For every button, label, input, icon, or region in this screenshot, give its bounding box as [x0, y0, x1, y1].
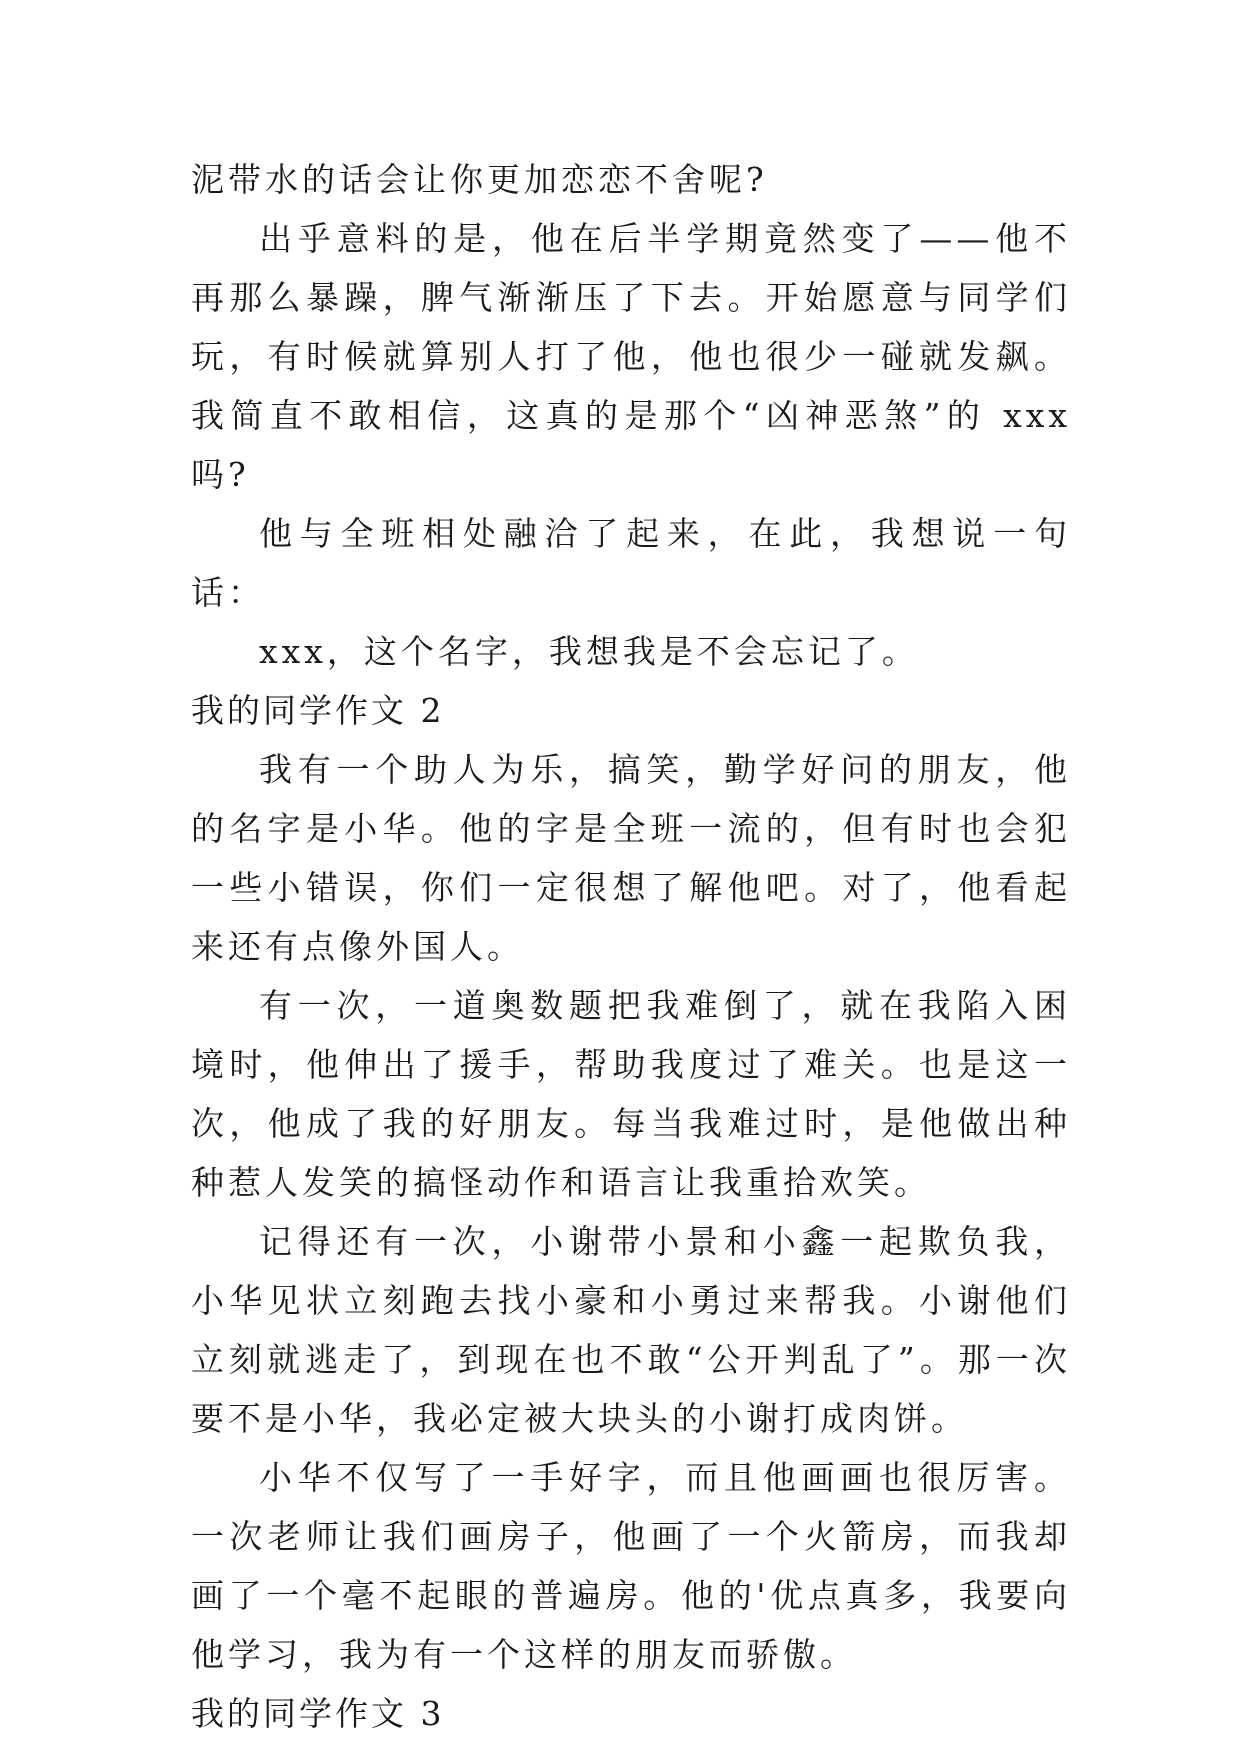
paragraph: 有一次，一道奥数题把我难倒了，就在我陷入困境时，他伸出了援手，帮助我度过了难关。也是这一次，他成了我的好朋友。每当我难过时，是他做出种种惹人发笑的搞怪动作和语言让我重拾欢笑。 — [191, 986, 1071, 1202]
section-heading: 我的同学作文 3 — [191, 1694, 445, 1733]
paragraph: 我有一个助人为乐，搞笑，勤学好问的朋友，他的名字是小华。他的字是全班一流的，但有时也会犯一些小错误，你们一定很想了解他吧。对了，他看起来还有点像外国人。 — [191, 750, 1071, 966]
paragraph: 他与全班相处融洽了起来，在此，我想说一句话： — [191, 514, 1071, 612]
section-heading: 我的同学作文 2 — [191, 691, 445, 730]
paragraph: xxx，这个名字，我想我是不会忘记了。 — [259, 632, 919, 671]
paragraph-continuation: 泥带水的话会让你更加恋恋不舍呢? — [191, 160, 768, 199]
paragraph: 记得还有一次，小谢带小景和小鑫一起欺负我，小华见状立刻跑去找小豪和小勇过来帮我。小谢他们立刻就逃走了，到现在也不敢“公开判乱了”。那一次要不是小华，我必定被大块头的小谢打成肉饼。 — [191, 1222, 1071, 1438]
paragraph: 小华不仅写了一手好字，而且他画画也很厉害。一次老师让我们画房子，他画了一个火箭房，而我却画了一个毫不起眼的普遍房。他的'优点真多，我要向他学习，我为有一个这样的朋友而骄傲。 — [191, 1458, 1071, 1674]
paragraph: 出乎意料的是，他在后半学期竟然变了——他不再那么暴躁，脾气渐渐压了下去。开始愿意与同学们玩，有时候就算别人打了他，他也很少一碰就发飙。我简直不敢相信，这真的是那个“凶神恶煞”的 xxx 吗? — [191, 219, 1071, 494]
document-body — [191, 150, 1071, 1743]
